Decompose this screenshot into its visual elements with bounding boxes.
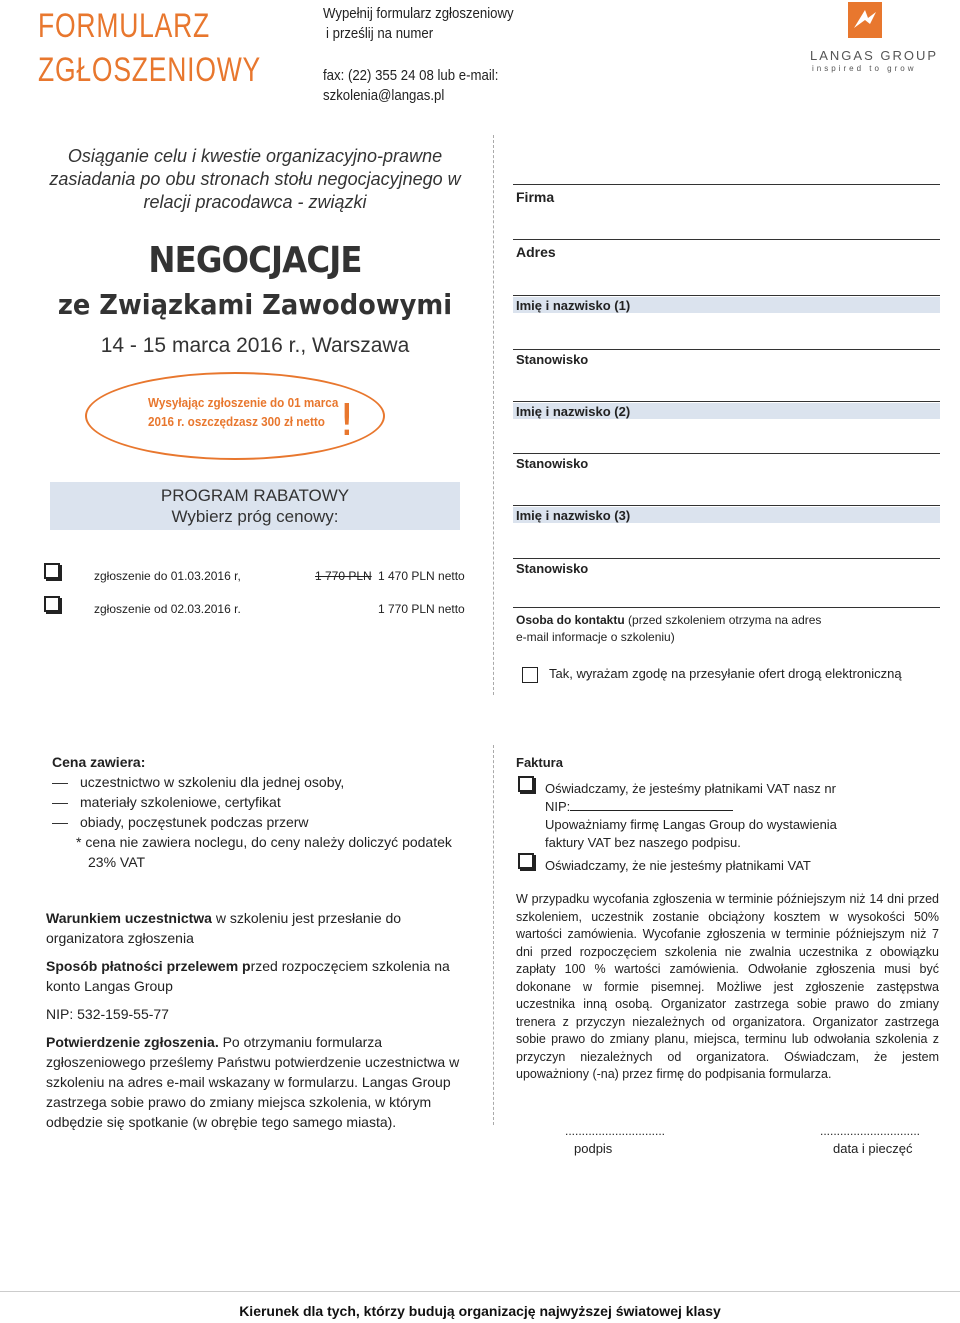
discount-subtitle: Wybierz próg cenowy: (171, 507, 339, 526)
price-option-label-1: zgłoszenie do 01.03.2016 r, (94, 569, 241, 583)
langas-logo-icon (848, 2, 882, 38)
participation-condition: Warunkiem uczestnictwa w szkoleniu jest przesłanie do organizatora zgłoszenia (46, 910, 402, 946)
consent-label: Tak, wyrażam zgodę na przesyłanie ofert drogą elektroniczną (549, 666, 902, 681)
date-stamp-label: data i pieczęć (833, 1141, 913, 1156)
invoice-vat-checkbox[interactable] (518, 776, 534, 792)
confirmation-text: Potwierdzenie zgłoszenia. Po otrzymaniu formularza zgłoszeniowego prześlemy Państwu potwierdzenie uczestnictwa w szkoleniu na adres e-mail wskazany w formularzu. Langas Group zastrzega sobie prawo do zmiany miejsca szkolenia, w którym odbędzie się spotkanie (w obrębie tego samego miasta). (46, 1034, 460, 1130)
price-includes-item: materiały szkoleniowe, certyfikat (52, 792, 482, 812)
stan2-input[interactable] (600, 455, 940, 473)
stan3-line (513, 558, 940, 559)
price-includes-section (52, 752, 482, 872)
invoice-vat-line1: Oświadczamy, że jesteśmy płatnikami VAT nasz nr (545, 781, 836, 796)
imie1-label: Imię i nazwisko (1) (516, 298, 631, 313)
logo-tagline: inspired to grow (812, 64, 917, 73)
stan3-input[interactable] (600, 560, 940, 578)
price-includes-item: obiady, poczęstunek podczas przerw (52, 812, 482, 832)
footer-slogan: Kierunek dla tych, którzy budują organizację najwyższej światowej klasy (239, 1303, 721, 1319)
price-includes-item: uczestnictwo w szkoleniu dla jednej osoby, (52, 772, 482, 792)
date-stamp-dots: .............................. (820, 1124, 921, 1138)
firma-label: Firma (516, 189, 555, 205)
imie2-label: Imię i nazwisko (2) (516, 404, 631, 419)
invoice-vat-line3: Upoważniamy firmę Langas Group do wystawienia (545, 817, 837, 832)
terms-left (46, 908, 476, 1132)
discount-title: PROGRAM RABATOWY (160, 486, 350, 505)
invoice-vat-option (545, 780, 837, 852)
imie3-label: Imię i nazwisko (3) (516, 508, 631, 523)
kontakt-label-bold: Osoba do kontaktu (516, 613, 625, 627)
price-option-checkbox-1[interactable] (44, 563, 60, 579)
email-link[interactable]: szkolenia@langas.pl (323, 87, 445, 104)
nip-number: NIP: 532-159-55-77 (46, 1006, 169, 1022)
fax-line: fax: (22) 355 24 08 lub e-mail: (323, 67, 499, 84)
kontakt-label-rest: (przed szkoleniem otrzyma na adres (624, 613, 822, 627)
adres-input[interactable] (560, 241, 940, 261)
course-subject: Osiąganie celu i kwestie organizacyjno-prawne zasiadania po obu stronach stołu negocjacyjnego w relacji pracodawca - związki (49, 146, 461, 212)
price-note-line1: * cena nie zawiera noclegu, do ceny należy doliczyć podatek (76, 834, 452, 850)
discount-program-box (50, 482, 460, 530)
column-divider-lower (493, 745, 494, 1125)
kontakt-label-line2: e-mail informacje o szkoleniu) (516, 630, 675, 644)
kontakt-line (513, 607, 940, 608)
price-note-line2: 23% VAT (88, 854, 146, 870)
footer-divider (0, 1291, 960, 1292)
promo-line2: 2016 r. oszczędzasz 300 zł netto (148, 414, 325, 429)
cancellation-terms: W przypadku wycofania zgłoszenia w terminie późniejszym niż 14 dni przed szkoleniem, uczestnik zostanie obciążony kosztem w wysokości 50% wartości zamówienia. Wycofanie zgłoszenia w terminie późniejszym niż 7 dni przed rozpoczęciem szkolenia nie zwalnia uczestnika z obowiązku zapłaty 100 % wartości zamówienia. Odwołanie zgłoszenia musi być dokonane w formie pisemnej. Możliwe jest zgłoszenie zastępstwa uczestnika inną osobą. Organizator zastrzega sobie prawo do zmiany trenera z przyczyn niezależnych od organizatora. Organizator zastrzega sobie prawo do zmiany planu, miejsca, terminu lub odwołania szkolenia z przyczyn niezależnych od organizatora. Oświadczam, że jestem upoważniony (-na) przez firmę do podpisania formularza. (516, 892, 939, 1081)
course-title: NEGOCJACJE (148, 240, 362, 281)
price-option-checkbox-2[interactable] (44, 596, 60, 612)
stan1-line (513, 349, 940, 350)
price-option-price-2: 1 770 PLN netto (378, 602, 465, 616)
stan2-label: Stanowisko (516, 456, 589, 471)
promo-line1: Wysyłając zgłoszenie do 01 marca (148, 395, 339, 410)
adres-line (513, 239, 940, 240)
invoice-title: Faktura (516, 755, 563, 770)
promo-exclamation: ! (338, 395, 356, 446)
stan1-label: Stanowisko (516, 352, 589, 367)
invoice-nip-label: NIP: (545, 799, 571, 814)
old-price: 1 770 PLN (315, 569, 372, 583)
consent-checkbox[interactable] (522, 667, 538, 683)
stan2-line (513, 453, 940, 454)
invoice-novat-label: Oświadczamy, że nie jesteśmy płatnikami VAT (545, 858, 811, 873)
price-includes-title: Cena zawiera: (52, 754, 146, 770)
imie3-line (513, 505, 940, 506)
firma-input[interactable] (560, 186, 940, 206)
stan1-input[interactable] (600, 351, 940, 369)
instruction-line2: i prześlij na numer (326, 25, 434, 42)
price-option-label-2: zgłoszenie od 02.03.2016 r. (94, 602, 241, 616)
invoice-nip-input[interactable] (570, 798, 733, 811)
invoice-vat-line4: faktury VAT bez naszego podpisu. (545, 835, 741, 850)
imie2-line (513, 401, 940, 402)
course-date: 14 - 15 marca 2016 r., Warszawa (100, 334, 410, 357)
signature-label: podpis (574, 1141, 613, 1156)
invoice-novat-checkbox[interactable] (518, 853, 534, 869)
invoice-nip-row (545, 798, 837, 816)
course-subtitle: ze Związkami Zawodowymi (57, 288, 453, 321)
instruction-line1: Wypełnij formularz zgłoszeniowy (323, 5, 514, 22)
dash-bullet-icon (52, 783, 68, 784)
form-title-line1: FORMULARZ (38, 7, 211, 45)
price-option-price-1: 1 470 PLN netto (378, 569, 465, 583)
stan3-label: Stanowisko (516, 561, 589, 576)
dash-bullet-icon (52, 823, 68, 824)
dash-bullet-icon (52, 803, 68, 804)
logo-name: LANGAS GROUP (810, 48, 939, 63)
kontakt-label (516, 612, 821, 646)
imie1-line (513, 295, 940, 296)
form-title-line2: ZGŁOSZENIOWY (38, 51, 262, 89)
signature-dots: .............................. (565, 1124, 666, 1138)
firma-line (513, 184, 940, 185)
column-divider (493, 135, 494, 695)
invoice-section (516, 754, 936, 772)
adres-label: Adres (516, 244, 556, 260)
promo-text (148, 393, 338, 431)
payment-method: Sposób płatności przelewem przed rozpoczęciem szkolenia na konto Langas Group (46, 958, 450, 994)
